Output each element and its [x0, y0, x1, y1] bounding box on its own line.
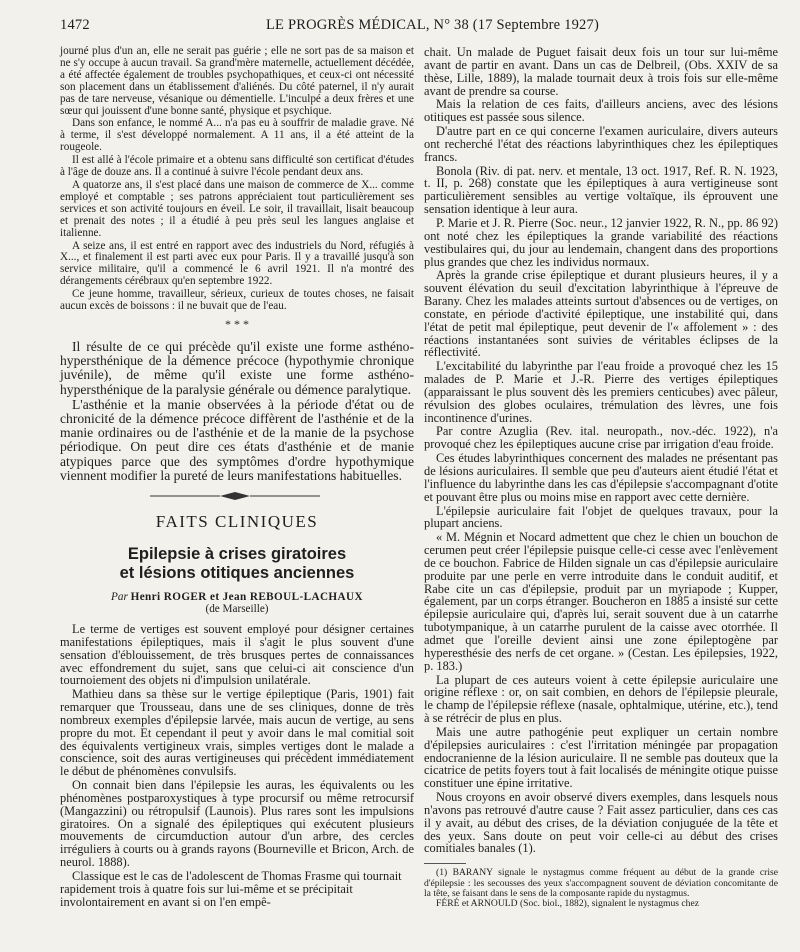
section-separator-stars: * * * — [225, 316, 249, 331]
ornament-divider — [60, 489, 414, 505]
paragraph: Il résulte de ce qui précède qu'il existe une forme asthéno-hypersthénique de la démence précoce (hypothymie chronique juvénile), de même qu'il existe une forme asthéno-hypersthénique de la paralysie générale ou démence paralytique. — [60, 338, 414, 397]
byline-authors: Henri ROGER et Jean REBOUL-LACHAUX — [130, 590, 363, 603]
section-title: FAITS CLINIQUES — [155, 511, 319, 531]
paragraph: Après la grande crise épileptique et durant plusieurs heures, il y a souvent élévation du seuil d'excitation labyrinthique à l'épreuve de Barany. Chez les malades atteints surtout d'absences ou de vertiges, on constate, en période d'activité épileptique, une instabilité qui, dans l'état de petit mal épileptique, peut devenir de l'« affolement » : des réactions instantanées sont suivies de véritables éclipses de la réflectivité. — [424, 268, 778, 360]
paragraph: A quatorze ans, il s'est placé dans une maison de commerce de X... comme employé et comptable ; ses patrons appréciaient tout particulièrement ses services et son activité toujours en éveil. Le soir, il travaillait, lisait beaucoup et prenait des notes ; il a étudié à peu près seul les langues anglaise et italienne. — [60, 178, 414, 239]
article-title-line: Epilepsie à crises giratoires — [127, 544, 347, 563]
right-column — [424, 46, 778, 910]
paragraph: A seize ans, il est entré en rapport avec des industriels du Nord, réfugiés à X..., et finalement il est parti avec eux pour Paris. Il y a travaillé jusqu'à son service militaire, qu'il a commencé le 6 avril 1921. Il n'a montré des dérangements cérébraux qu'en septembre 1922. — [60, 239, 414, 288]
paragraph: D'autre part en ce qui concerne l'examen auriculaire, divers auteurs ont recherché l'état des réactions labyrinthiques chez les épileptiques francs. — [424, 124, 778, 164]
byline — [60, 591, 414, 603]
paragraph: Ces études labyrinthiques concernent des malades ne présentant pas de lésions auriculaires. Il semble que peu d'auteurs aient étudié l'état et l'influence du labyrinthe dans les cas d'épilepsie s'accompagnant d'otite et pouvant être plus ou moins mise en rapport avec cette dernière. — [424, 451, 778, 504]
paragraph: L'épilepsie auriculaire fait l'objet de quelques travaux, pour la plupart anciens. — [424, 503, 778, 531]
ornament-rule-icon — [150, 491, 320, 501]
paragraph: Classique est le cas de l'adolescent de Thomas Frasme qui tournait rapidement trois à quatre fois sur lui-même et se précipitait involontairement en avant si on l'en empê- — [60, 869, 402, 909]
paragraph: Le terme de vertiges est souvent employé pour désigner certaines manifestations épileptiques, mais il s'agit le plus souvent d'une sensation d'éblouissement, de très brusques pertes de connaissances avec effondrement du sujet, sans que celui-ci ait conscience d'un tournoiement des objets ni d'impulsion unilatérale. — [60, 621, 414, 688]
page-number: 1472 — [60, 17, 90, 33]
author-affiliation: (de Marseille) — [205, 602, 269, 615]
footnote: FÉRÉ et ARNOULD (Soc. biol., 1882), signalent le nystagmus chez — [436, 898, 699, 910]
footnotes — [424, 868, 778, 909]
page-header — [60, 17, 772, 37]
paragraph: L'asthénie et la manie observées à la période d'état ou de chronicité de la démence précoce diffèrent de l'asthénie et de la manie ordinaires ou de l'asthénie et de la manie de la psychose périodique. On peut dire ces états d'asthénie et de manie atypiques parce que des symptômes d'ordre hypothymique viennent modifier la pureté de leurs manifestations habituelles. — [60, 396, 414, 483]
paragraph: Nous croyons en avoir observé divers exemples, dans lesquels nous n'avons pas retrouvé d'autre cause ? Fait assez particulier, dans ces cas il y avait, au début des crises, de la déviation conjuguée de la tête et des yeux. Sans doute on peut voir celle-ci au début des crises comitiales banales (1). — [424, 790, 778, 856]
paragraph: La plupart de ces auteurs voient à cette épilepsie auriculaire une origine réflexe : or, on sait combien, en dehors de l'épilepsie pleurale, le champ de l'épilepsie réflexe (nasale, ophtalmique, utérine, etc.), tend à se rétrécir de plus en plus. — [424, 672, 778, 726]
conclusion — [60, 340, 414, 483]
case-history — [60, 46, 414, 313]
paragraph: Mathieu dans sa thèse sur le vertige épileptique (Paris, 1901) fait remarquer que Trousseau, dans une de ses cliniques, donne de très nombreux exemples d'épilepsie larvée, mais aucun de vertige, au sens propre du mot. Et cependant il peut y avoir dans le mal comitial soit des équivalents vertigineux vrais, simples vertiges dont le malade a conscience, soit des auras vertigineuses qui précèdent immédiatement le début de phénomènes convulsifs. — [60, 687, 414, 779]
paragraph: Mais la relation de ces faits, d'ailleurs anciens, avec des lésions otitiques est passée sous silence. — [424, 97, 778, 125]
paragraph: chait. Un malade de Puguet faisait deux fois un tour sur lui-même avant de partir en avant. Dans un cas de Delbreil, (Obs. XXIV de sa thèse, Lille, 1889), la malade tournait deux à trois fois sur elle-même avant de prendre sa course. — [424, 45, 778, 98]
paragraph: On connait bien dans l'épilepsie les auras, les équivalents ou les phénomènes postparoxystiques à type procursif ou même retrocursif (Mangazzini) ou rétropulsif (Launois). Plus rares sont les impulsions giratoires. On a signalé des épileptiques qui exécutent plusieurs mouvements de circumduction autour d'un arbre, des cercles irréguliers à courts ou à grands rayons (Bourneville et Bricon, Arch. de neurol. 1888). — [60, 778, 414, 870]
article-title-line: et lésions otitiques anciennes — [119, 563, 355, 582]
footnote-rule — [424, 863, 466, 864]
left-column — [60, 46, 414, 910]
paragraph: P. Marie et J. R. Pierre (Soc. neur., 12 janvier 1922, R. N., pp. 86 92) ont noté chez les épileptiques la grande variabilité des réactions vestibulaires qui, du jour au lendemain, changent dans des proportions plus grandes que chez les individus normaux. — [424, 215, 778, 269]
paragraph: Ce jeune homme, travailleur, sérieux, curieux de toutes choses, ne faisait aucun excès de boissons : il ne buvait que de l'eau. — [60, 288, 414, 313]
paragraph: L'excitabilité du labyrinthe par l'eau froide a provoqué chez les 15 malades de P. Marie et J.-R. Pierre des vertiges épileptiques (apparaissant le plus souvent dès les premiers centicubes) avec pâleur, révulsion des globes oculaires, trémulation des lèvres, une fois incontinence d'urines. — [424, 359, 778, 425]
journal-title: LE PROGRÈS MÉDICAL, N° 38 (17 Septembre 1927) — [266, 17, 599, 33]
paragraph: Dans son enfance, le nommé A... n'a pas eu à souffrir de maladie grave. Né à terme, il s'est développé normalement. A 11 ans, il a été atteint de la rougeole. — [60, 117, 414, 154]
paragraph: « M. Mégnin et Nocard admettent que chez le chien un bouchon de cerumen peut créer l'épilepsie puisque celle-ci cesse avec l'enlèvement de ce bouchon. Fabrice de Hilden signale un cas d'épilepsie auriculaire produite par une perle en verre introduite dans le conduit auditif, et Rabe cite un cas d'épilepsie, produit par un myriapode ; Kupper, également, par un corps étranger. Boucheron en 1885 a insisté sur cette épilepsie auriculaire qui, d'après lui, serait souvent due à un catarrhe tubotympanique, à un catarrhe purulent de la caisse avec otorrhée. Il admet que l'oreille devient ainsi une zone épileptogène par hyperesthésie des nerfs de cet organe. » (Cestan. Les épilepsies, 1922, p. 183.) — [424, 530, 778, 673]
paragraph: Il est allé à l'école primaire et a obtenu sans difficulté son certificat d'études à l'âge de douze ans. Il a continué à suivre l'école pendant deux ans. — [60, 154, 414, 179]
article-body-right — [424, 46, 778, 855]
paragraph: Bonola (Riv. di pat. nerv. et mentale, 13 oct. 1917, Ref. R. N. 1923, t. II, p. 268) constate que les épileptiques à aura vertigineuse sont particulièrement sensibles au vertige voltaïque, ils éprouvent une sensation identique à leur aura. — [424, 163, 778, 217]
article-body-left — [60, 623, 414, 909]
paragraph: Par contre Azuglia (Rev. ital. neuropath., nov.-déc. 1922), n'a provoqué chez les épileptiques aucune crise par irrigation d'eau froide. — [424, 424, 778, 452]
footnote: (1) BARANY signale le nystagmus comme fréquent au début de la grande crise d'épilepsie : les secousses des yeux s'accompagnent souvent de déviation concomitante de la tête, se faisant dans le sens de la composante rapide du nystagmus. — [424, 867, 778, 899]
article-title — [60, 545, 414, 583]
paragraph: journé plus d'un an, elle ne serait pas guérie ; elle ne sort pas de sa maison et ne s'y occupe à aucun travail. Sa grand'mère maternelle, actuellement décédée, a été affectée également de troubles psychopathiques, et ceux-ci ont nécessité son placement dans un établissement d'aliénés. Du côté paternel, il n'y aurait pas de tare nerveuse, vésanique ou démentielle. L'inculpé a deux frères et une sœur qui jouissent d'une bonne santé, physique et psychique. — [60, 45, 414, 117]
byline-lead: Par — [111, 590, 128, 603]
paragraph: Mais une autre pathogénie peut expliquer un certain nombre d'épilepsies auriculaires : c'est l'irritation méningée par propagation endocranienne de la lésion auriculaire. Il ne semble pas douteux que la cicatrice de petits foyers tout à fait localisés de méningite otique puisse constituer une épine irritative. — [424, 724, 778, 791]
